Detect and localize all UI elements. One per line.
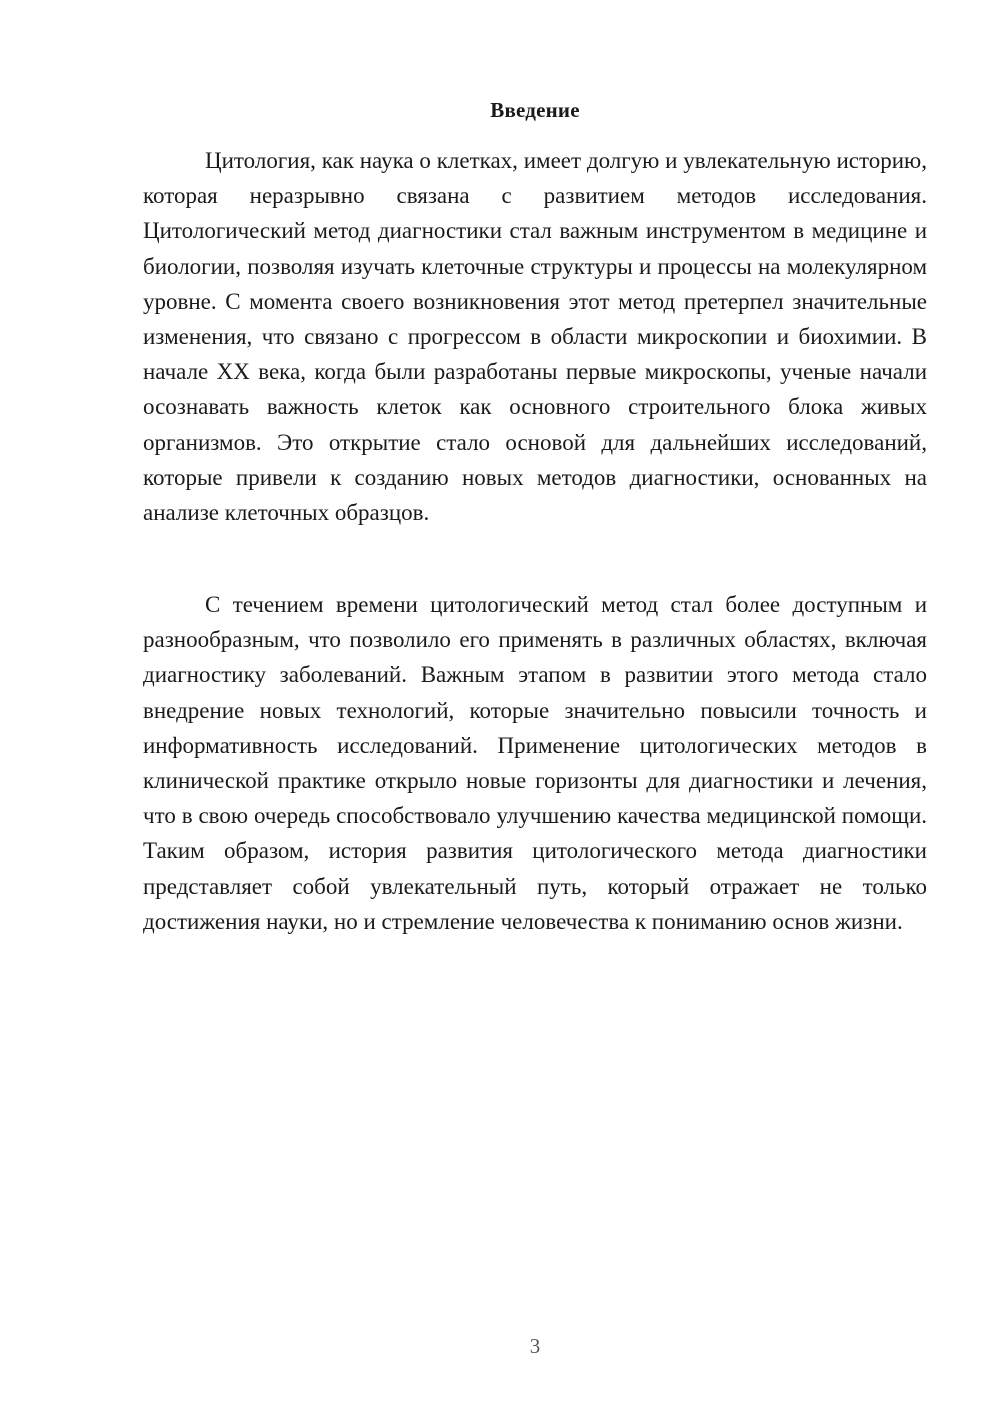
body-paragraph-1 (143, 143, 927, 530)
page-number: 3 (529, 1334, 541, 1358)
paragraph-text: С течением времени цитологический метод стал более доступным и разнообразным, что позволило его применять в различных областях, включая диагностику заболеваний. Важным этапом в развитии этого метода стало внедрение новых технологий, которые значительно повысили точность и информативность исследований. Применение цитологических методов в клинической практике открыло новые горизонты для диагностики и лечения, что в свою очередь способствовало улучшению качества медицинской помощи. Таким образом, история развития цитологического метода диагностики представляет собой увлекательный путь, который отражает не только достижения науки, но и стремление человечества к пониманию основ жизни. (143, 592, 927, 934)
body-paragraph-2 (143, 587, 927, 939)
paragraph-text: Цитология, как наука о клетках, имеет долгую и увлекательную историю, которая неразрывно связана с развитием методов исследования. Цитологический метод диагностики стал важным инструментом в медицине и биологии, позволяя изучать клеточные структуры и процессы на молекулярном уровне. С момента своего возникновения этот метод претерпел значительные изменения, что связано с прогрессом в области микроскопии и биохимии. В начале XX века, когда были разработаны первые микроскопы, ученые начали осознавать важность клеток как основного строительного блока живых организмов. Это открытие стало основой для дальнейших исследований, которые привели к созданию новых методов диагностики, основанных на анализе клеточных образцов. (143, 148, 927, 526)
section-heading: Введение (490, 98, 580, 122)
